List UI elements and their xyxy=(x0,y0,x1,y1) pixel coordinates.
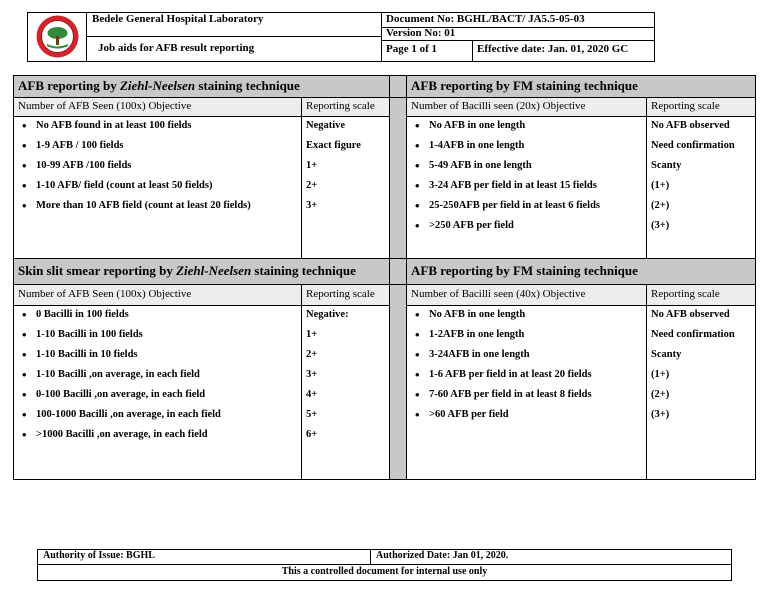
skin-col-header-scale: Reporting scale xyxy=(306,288,375,300)
reporting-scale-value: Need confirmation xyxy=(651,329,735,340)
document-no: Document No: BGHL/BACT/ JA5.5-05-03 xyxy=(386,13,585,25)
list-item: • 0 Bacilli in 100 fields xyxy=(4,305,301,325)
reporting-scale-value: 2+ xyxy=(306,180,318,191)
reporting-scale-value: (1+) xyxy=(651,180,670,191)
reporting-scale-value: 2+ xyxy=(306,349,318,360)
list-item: • >1000 Bacilli ,on average, in each field xyxy=(4,425,301,445)
list-item: • No AFB found in at least 100 fields xyxy=(4,116,301,136)
fm20-scale-list xyxy=(647,116,755,236)
reporting-scale-value: Need confirmation xyxy=(651,140,735,151)
reporting-scale-value: 1+ xyxy=(306,329,318,340)
reporting-scale-value: (3+) xyxy=(651,409,670,420)
list-item: • 7-60 AFB per field in at least 8 fields xyxy=(397,385,646,405)
fm20-item-list xyxy=(397,116,646,236)
reporting-scale-value: Negative: xyxy=(306,309,349,320)
skin-col-header-count: Number of AFB Seen (100x) Objective xyxy=(18,288,192,300)
hospital-logo xyxy=(35,14,80,59)
fm40-col-header-count: Number of Bacilli seen (40x) Objective xyxy=(411,288,586,300)
fm20-col-header-count: Number of Bacilli seen (20x) Objective xyxy=(411,100,586,112)
reporting-scale-value: 6+ xyxy=(306,429,318,440)
controlled-document-note: This a controlled document for internal use only xyxy=(281,566,488,577)
authority-of-issue: Authority of Issue: BGHL xyxy=(43,550,155,561)
list-item: • No AFB in one length xyxy=(397,305,646,325)
list-item: • 3-24AFB in one length xyxy=(397,345,646,365)
reporting-scale-value: 5+ xyxy=(306,409,318,420)
list-item: • 1-6 AFB per field in at least 20 fields xyxy=(397,365,646,385)
skin-section-title: Skin slit smear reporting by Ziehl-Neelsen staining technique xyxy=(18,263,356,278)
reporting-scale-value: No AFB observed xyxy=(651,309,730,320)
reporting-scale-value: (2+) xyxy=(651,200,670,211)
list-item: • >250 AFB per field xyxy=(397,216,646,236)
fm40-item-list xyxy=(397,305,646,425)
list-item: • 0-100 Bacilli ,on average, in each field xyxy=(4,385,301,405)
zn-scale-list xyxy=(302,116,389,216)
fm40-col-header-scale: Reporting scale xyxy=(651,288,720,300)
reporting-scale-value: 1+ xyxy=(306,160,318,171)
list-item: • 1-2AFB in one length xyxy=(397,325,646,345)
list-item: • 1-10 AFB/ field (count at least 50 fields) xyxy=(4,176,301,196)
reporting-scale-value: 3+ xyxy=(306,369,318,380)
list-item: • More than 10 AFB field (count at least 20 fields) xyxy=(4,196,301,216)
doc-title: Job aids for AFB result reporting xyxy=(98,42,255,54)
list-item: • 25-250AFB per field in at least 6 fields xyxy=(397,196,646,216)
list-item: • >60 AFB per field xyxy=(397,405,646,425)
fm20-section-title: AFB reporting by FM staining technique xyxy=(411,78,638,93)
reporting-scale-value: (3+) xyxy=(651,220,670,231)
reporting-scale-value: Exact figure xyxy=(306,140,361,151)
reporting-scale-value: No AFB observed xyxy=(651,120,730,131)
list-item: • 1-10 Bacilli in 100 fields xyxy=(4,325,301,345)
list-item: • 10-99 AFB /100 fields xyxy=(4,156,301,176)
zn-col-header-scale: Reporting scale xyxy=(306,100,375,112)
page-number: Page 1 of 1 xyxy=(386,43,438,55)
list-item: • 100-1000 Bacilli ,on average, in each field xyxy=(4,405,301,425)
skin-scale-list xyxy=(302,305,389,445)
effective-date: Effective date: Jan. 01, 2020 GC xyxy=(477,43,629,55)
fm40-scale-list xyxy=(647,305,755,425)
list-item: • 1-4AFB in one length xyxy=(397,136,646,156)
authorized-date: Authorized Date: Jan 01, 2020. xyxy=(376,550,509,561)
list-item: • 3-24 AFB per field in at least 15 fields xyxy=(397,176,646,196)
skin-item-list xyxy=(4,305,301,445)
zn-section-title: AFB reporting by Ziehl-Neelsen staining technique xyxy=(18,78,300,93)
list-item: • 5-49 AFB in one length xyxy=(397,156,646,176)
reporting-scale-value: (2+) xyxy=(651,389,670,400)
list-item: • 1-10 Bacilli in 10 fields xyxy=(4,345,301,365)
reporting-scale-value: 3+ xyxy=(306,200,318,211)
fm40-section-title: AFB reporting by FM staining technique xyxy=(411,263,638,278)
list-item: • No AFB in one length xyxy=(397,116,646,136)
version: Version No: 01 xyxy=(386,27,456,39)
reporting-scale-value: Negative xyxy=(306,120,346,131)
zn-col-header-count: Number of AFB Seen (100x) Objective xyxy=(18,100,192,112)
zn-item-list xyxy=(4,116,301,216)
list-item: • 1-10 Bacilli ,on average, in each field xyxy=(4,365,301,385)
reporting-scale-value: Scanty xyxy=(651,160,682,171)
hospital-name: Bedele General Hospital Laboratory xyxy=(92,13,264,25)
reporting-scale-value: (1+) xyxy=(651,369,670,380)
reporting-scale-value: Scanty xyxy=(651,349,682,360)
list-item: • 1-9 AFB / 100 fields xyxy=(4,136,301,156)
fm20-col-header-scale: Reporting scale xyxy=(651,100,720,112)
reporting-scale-value: 4+ xyxy=(306,389,318,400)
